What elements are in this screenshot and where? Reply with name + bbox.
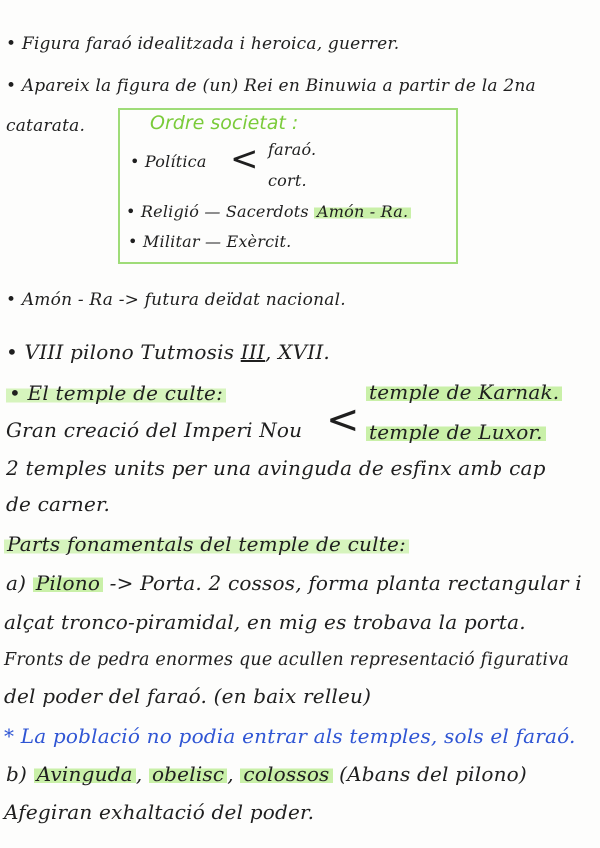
note-line-alcat: alçat tronco-piramidal, en mig es trobava la porta. — [4, 610, 526, 634]
pilono-text: • VIII pilono Tutmosis — [6, 340, 241, 364]
note-line-gran-creacio: Gran creació del Imperi Nou — [6, 418, 303, 442]
pilono-def-text: -> Porta. 2 cossos, forma planta rectangular i — [103, 571, 582, 595]
note-line-poder: del poder del faraó. (en baix relleu) — [4, 684, 372, 708]
pilono-numeral: III — [240, 340, 266, 364]
colossos-highlight: colossos — [240, 762, 332, 786]
note-line-avinguda — [6, 762, 527, 786]
box-farao: faraó. — [268, 140, 317, 159]
box-religio — [126, 202, 411, 221]
temple-karnak — [366, 380, 562, 404]
temple-luxor — [366, 420, 546, 444]
note-line-fronts: Fronts de pedra enormes que acullen representació figurativa — [4, 650, 569, 670]
note-line-parts-heading — [4, 532, 409, 556]
brace-icon-temples: < — [326, 397, 360, 443]
note-line-poblacio: * La població no podia entrar als temples, sols el faraó. — [4, 724, 576, 748]
box-religio-text: • Religió — Sacerdots — [126, 202, 309, 221]
temple-karnak-highlight: temple de Karnak. — [366, 380, 562, 404]
temple-culte-highlight: • El temple de culte: — [6, 381, 226, 405]
note-line-amon-ra: • Amón - Ra -> futura deïdat nacional. — [6, 290, 346, 310]
temple-luxor-highlight: temple de Luxor. — [366, 420, 546, 444]
note-line-carner: de carner. — [6, 492, 111, 516]
obelisc-highlight: obelisc — [149, 762, 227, 786]
pilono-suffix: , XVII. — [265, 340, 330, 364]
comma-2: , — [227, 762, 241, 786]
abans-pilono-text: (Abans del pilono) — [332, 762, 527, 786]
note-line-2-temples: 2 temples units per una avinguda de esfinx amb cap — [6, 456, 546, 480]
note-line-catarata: catarata. — [6, 116, 86, 136]
avinguda-highlight: Avinguda — [34, 762, 136, 786]
box-politica: • Política — [130, 152, 207, 171]
brace-icon: < — [230, 139, 259, 179]
box-cort: cort. — [268, 171, 307, 190]
note-line-figura: • Figura faraó idealitzada i heroica, guerrer. — [6, 34, 400, 54]
parts-heading-highlight: Parts fonamentals del temple de culte: — [4, 532, 409, 556]
note-line-pilono — [6, 340, 330, 364]
item-a-label: a) — [6, 571, 33, 595]
note-line-pilono-def — [6, 571, 582, 595]
ordre-societat-title: Ordre societat : — [150, 112, 299, 134]
note-line-exhaltacio: Afegiran exhaltació del poder. — [4, 800, 315, 824]
note-line-apareix: • Apareix la figura de (un) Rei en Binuwia a partir de la 2na — [6, 76, 536, 96]
pilono-highlight: Pilono — [33, 571, 103, 595]
note-line-temple-culte — [6, 381, 226, 405]
comma-1: , — [135, 762, 149, 786]
box-amonra-highlight: Amón - Ra. — [314, 202, 411, 221]
box-militar: • Militar — Exèrcit. — [128, 232, 292, 251]
item-b-label: b) — [6, 762, 34, 786]
